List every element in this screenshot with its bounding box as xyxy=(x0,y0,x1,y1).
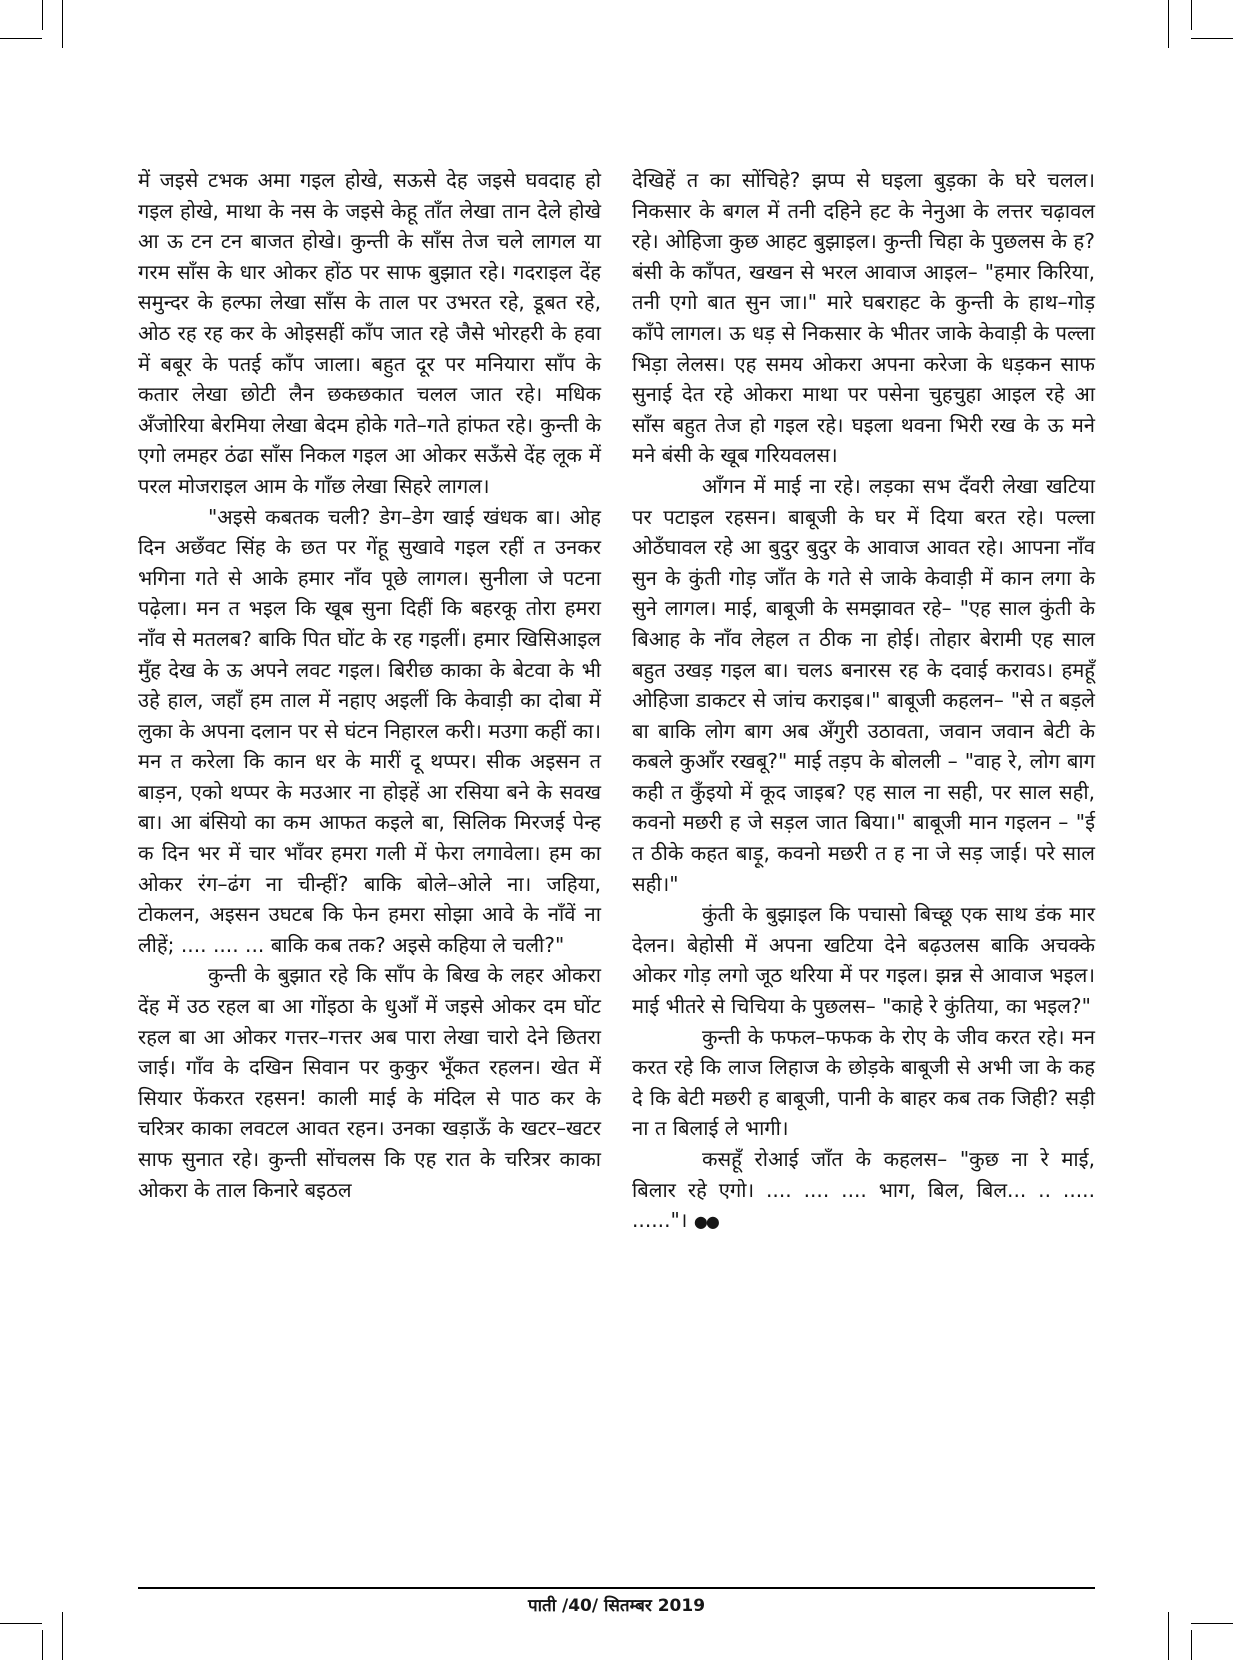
crop-mark-bottom-left xyxy=(0,1623,42,1624)
crop-mark-top-left xyxy=(62,0,63,48)
end-mark: ●● xyxy=(693,1212,718,1232)
paragraph: आँगन में माई ना रहे। लड़का सभ दँवरी लेखा खटिया पर पटाइल रहसन। बाबूजी के घर में दिया बरत रहे। पल्ला ओठँघावल रहे आ बुदुर बुदुर के आवाज आवत रहे। आपना नाँव सुन के कुंती गोड़ जाँत के गते से जाके केवाड़ी में कान लगा के सुने लागल। माई, बाबूजी के समझावत रहे– "एह साल कुंती के बिआह के नाँव लेहल त ठीक ना होई। तोहार बेरामी एह साल बहुत उखड़ गइल बा। चलऽ बनारस रह के दवाई करावऽ। हमहूँ ओहिजा डाकटर से जांच कराइब।" बाबूजी कहलन– "से त बड़ले बा बाकि लोग बाग अब अँगुरी उठावता, जवान जवान बेटी के कबले कुआँर रखबू?" माई तड़प के बोलली – "वाह रे, लोग बाग कही त कुँइयो में कूद जाइब? एह साल ना सही, पर साल सही, कवनो मछरी ह जे सड़ल जात बिया।" बाबूजी मान गइलन – "ई त ठीके कहत बाड़ू, कवनो मछरी त ह ना जे सड़ जाई। परे साल सही।" xyxy=(632,473,1095,896)
paragraph: कुंती के बुझाइल कि पचासो बिच्छू एक साथ डंक मार देलन। बेहोसी में अपना खटिया देने बढ़उलस बाकि अचक्के ओकर गोड़ लगो जूठ थरिया में पर गइल। झन्न से आवाज भइल। माई भीतरे से चिचिया के पुछलस– "काहे रे कुंतिया, का भइल?" xyxy=(632,902,1095,1019)
crop-mark-bottom-left xyxy=(42,1630,43,1660)
footer-rule xyxy=(138,1587,1095,1589)
crop-mark-top-left xyxy=(42,0,43,30)
left-column xyxy=(138,165,601,1205)
paragraph: कुन्ती के बुझात रहे कि साँप के बिख के लहर ओकरा देंह में उठ रहल बा आ गोंइठा के धुआँ में जइसे ओकर दम घोंट रहल बा आ ओकर गत्तर–गत्तर अब पारा लेखा चारो देने छितरा जाई। गाँव के दखिन सिवान पर कुकुर भूँकत रहलन। खेत में सियार फेंकरत रहसन! काली माई के मंदिल से पाठ कर के चरित्रर काका लवटल आवत रहन। उनका खड़ाऊँ के खटर–खटर साफ सुनात रहे। कुन्ती सोंचलस कि एह रात के चरित्रर काका ओकरा के ताल किनारे बइठल xyxy=(138,963,601,1202)
crop-mark-top-right xyxy=(1168,0,1169,48)
paragraph: में जइसे टभक अमा गइल होखे, सऊसे देह जइसे घवदाह हो गइल होखे, माथा के नस के जइसे केहू ताँत लेखा तान देले होखे आ ऊ टन टन बाजत होखे। कुन्ती के साँस तेज चले लागल या गरम साँस के धार ओकर होंठ पर साफ बुझात रहे। गदराइल देंह समुन्दर के हल्फा लेखा साँस के ताल पर उभरत रहे, डूबत रहे, ओठ रह रह कर के ओइसहीं काँप जात रहे जैसे भोरहरी के हवा में बबूर के पतई काँप जाला। बहुत दूर पर मनियारा साँप के कतार लेखा छोटी लैन छकछकात चलल जात रहे। मधिक अँजोरिया बेरमिया लेखा बेदम होके गते–गते हांफत रहे। कुन्ती के एगो लमहर ठंढा साँस निकल गइल आ ओकर सऊँसे देंह लूक में परल मोजराइल आम के गाँछ लेखा सिहरे लागल। xyxy=(138,168,601,498)
paragraph: "अइसे कबतक चली? डेग–डेग खाई खंधक बा। ओह दिन अछँवट सिंह के छत पर गेंहू सुखावे गइल रहीं त उनकर भगिना गते से आके हमार नाँव पूछे लागल। सुनीला जे पटना पढ़ेला। मन त भइल कि खूब सुना दिहीं कि बहरकू तोरा हमरा नाँव से मतलब? बाकि पित घोंट के रह गइलीं। हमार खिसिआइल मुँह देख के ऊ अपने लवट गइल। बिरीछ काका के बेटवा के भी उहे हाल, जहाँ हम ताल में नहाए अइलीं कि केवाड़ी का दोबा में लुका के अपना दलान पर से घंटन निहारल करी। मउगा कहीं का। मन त करेला कि कान धर के मारीं दू थप्पर। सीक अइसन त बाड़न, एको थप्पर के मउआर ना होइहें आ रसिया बने के सवख बा। आ बंसियो का कम आफत कइले बा, सिलिक मिरजई पेन्ह क दिन भर में चार भाँवर हमरा गली में फेरा लगावेला। हम का ओकर रंग–ढंग ना चीन्हीं? बाकि बोले–ओले ना। जहिया, टोकलन, अइसन उघटब कि फेन हमरा सोझा आवे के नाँवें ना लीहें; .... .... ... बाकि कब तक? अइसे कहिया ले चली?" xyxy=(138,504,601,957)
crop-mark-top-left xyxy=(0,38,42,39)
paragraph xyxy=(632,1144,1095,1238)
closing-paragraph-text: कसहूँ रोआई जाँत के कहलस– "कुछ ना रे माई, बिलार रहे एगो। .... .... .... भाग, बिल, बिल... .. ..... ......"। xyxy=(632,1147,1095,1233)
crop-mark-bottom-right xyxy=(1191,1623,1233,1624)
paragraph: देखिहें त का सोंचिहे? झप्प से घइला बुड़का के घरे चलल। निकसार के बगल में तनी दहिने हट के नेनुआ के लत्तर चढ़ावल रहे। ओहिजा कुछ आहट बुझाइल। कुन्ती चिहा के पुछलस के ह? बंसी के काँपत, खखन से भरल आवाज आइल– "हमार किरिया, तनी एगो बात सुन जा।" मारे घबराहट के कुन्ती के हाथ–गोड़ काँपे लागल। ऊ धड़ से निकसार के भीतर जाके केवाड़ी के पल्ला भिड़ा लेलस। एह समय ओकरा अपना करेजा के धड़कन साफ सुनाई देत रहे ओकरा माथा पर पसेना चुहचुहा आइल रहे आ साँस बहुत तेज हो गइल रहे। घइला थवना भिरी रख के ऊ मने मने बंसी के खूब गरियवलस। xyxy=(632,168,1095,468)
crop-mark-bottom-left xyxy=(62,1612,63,1660)
paragraph: कुन्ती के फफल–फफक के रोए के जीव करत रहे। मन करत रहे कि लाज लिहाज के छोड़के बाबूजी से अभी जा के कह दे कि बेटी मछरी ह बाबूजी, पानी के बाहर कब तक जिही? सड़ी ना त बिलाई ले भागी। xyxy=(632,1024,1095,1141)
crop-mark-top-right xyxy=(1191,38,1233,39)
crop-mark-bottom-right xyxy=(1168,1612,1169,1660)
crop-mark-top-right xyxy=(1191,0,1192,30)
page-footer: पाती /40/ सितम्बर 2019 xyxy=(527,1596,706,1616)
right-column xyxy=(632,165,1095,1238)
crop-mark-bottom-right xyxy=(1191,1630,1192,1660)
